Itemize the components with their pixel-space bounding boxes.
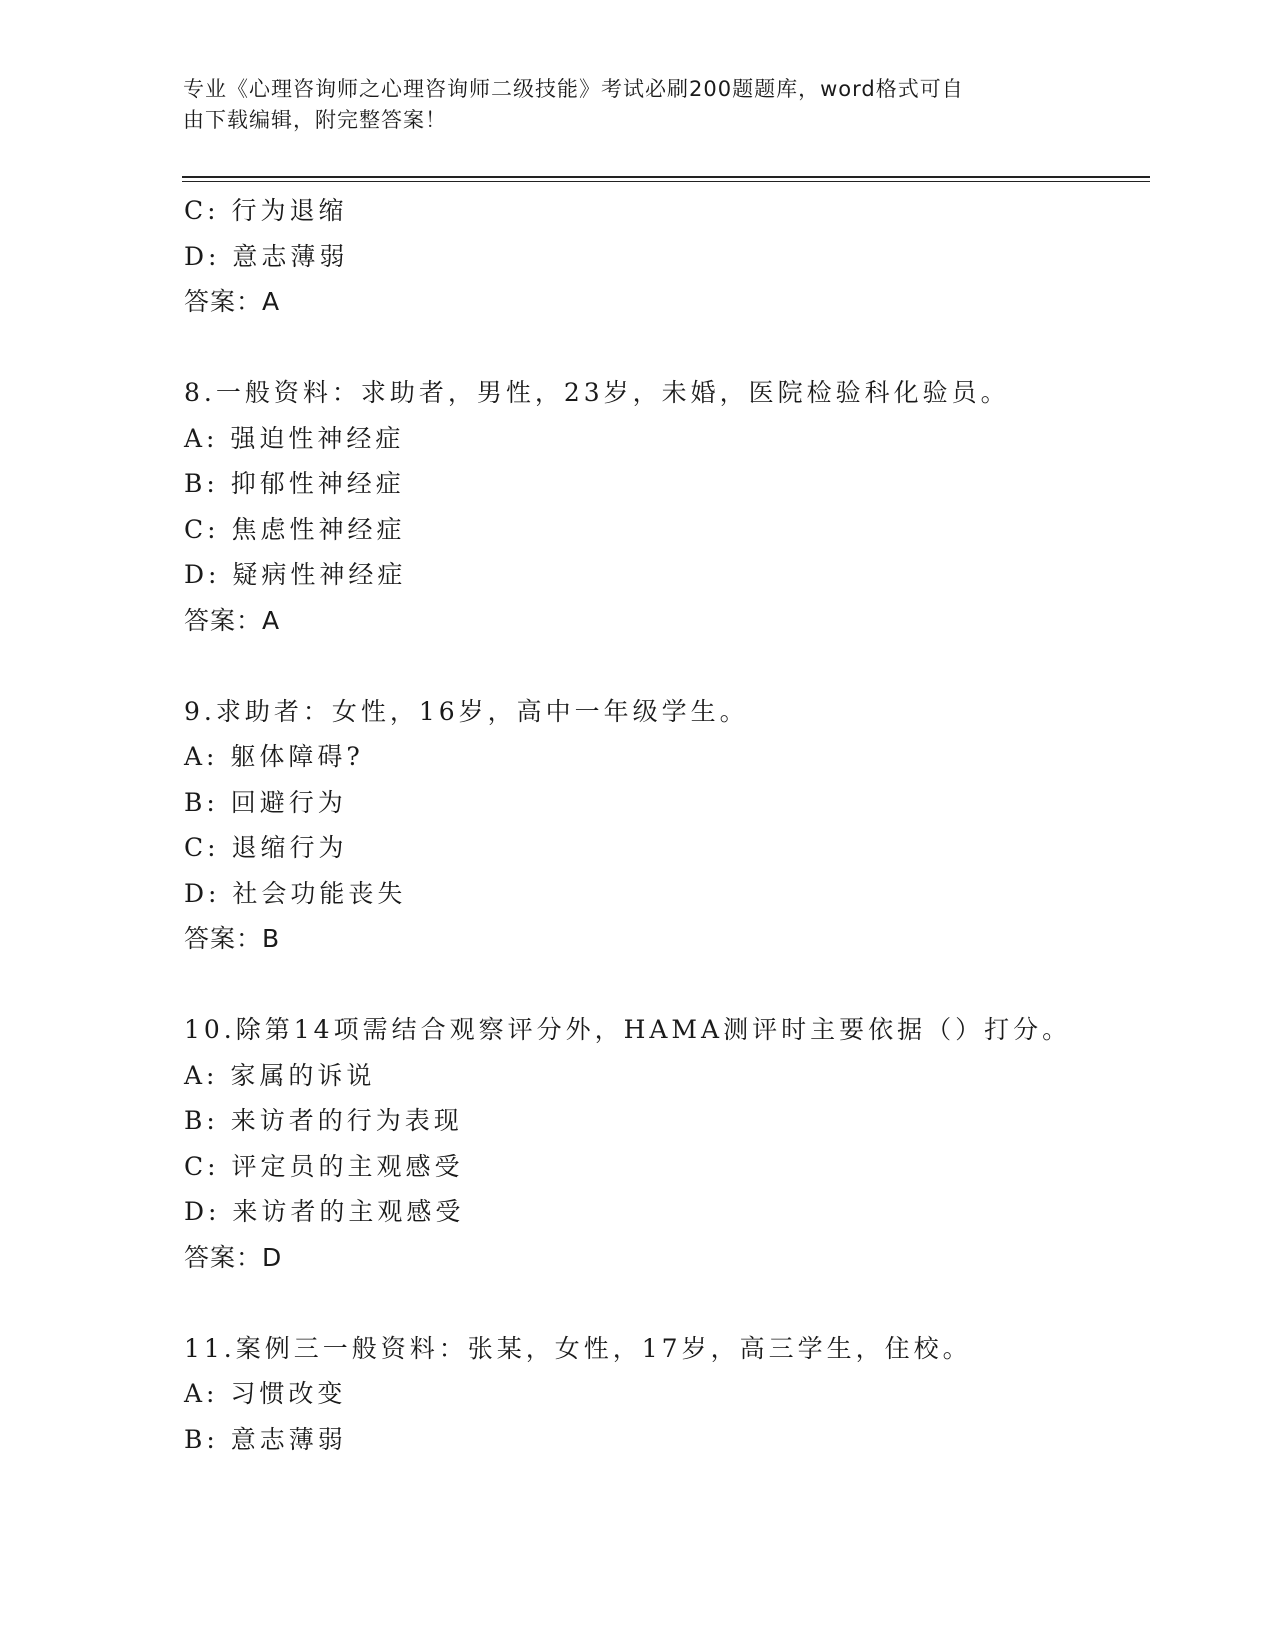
spacer <box>184 643 1184 689</box>
question-stem: 11.案例三一般资料：张某，女性，17岁，高三学生，住校。 <box>184 1333 972 1363</box>
carry-over-block <box>184 188 1184 325</box>
answer: 答案：A <box>184 287 281 316</box>
option-a: A: 家属的诉说 <box>184 1060 376 1090</box>
option-b: B: 来访者的行为表现 <box>184 1106 463 1135</box>
question-10 <box>184 1007 1184 1280</box>
option-d: D: 社会功能丧失 <box>184 878 407 908</box>
question-11 <box>184 1326 1184 1463</box>
question-stem: 8.一般资料：求助者，男性，23岁，未婚，医院检验科化验员。 <box>184 378 1010 407</box>
option-c: C: 焦虑性神经症 <box>184 514 406 544</box>
option-c: C: 退缩行为 <box>184 833 348 862</box>
option-d: D: 意志薄弱 <box>184 241 349 271</box>
option-d: D: 来访者的主观感受 <box>184 1197 465 1226</box>
header-line-2: 由下载编辑，附完整答案！ <box>183 108 447 132</box>
question-list <box>184 188 1184 1462</box>
option-c: C: 评定员的主观感受 <box>184 1151 464 1181</box>
option-d: D: 疑病性神经症 <box>184 560 407 589</box>
spacer <box>184 1280 1184 1326</box>
header-divider-thin <box>182 181 1150 182</box>
spacer <box>184 962 1184 1008</box>
document-header <box>183 74 1063 136</box>
header-line-1: 专业《心理咨询师之心理咨询师二级技能》考试必刷200题题库，word格式可自 <box>183 77 964 101</box>
option-b: B: 意志薄弱 <box>184 1424 347 1454</box>
option-a: A: 习惯改变 <box>184 1379 347 1408</box>
answer: 答案：B <box>184 924 281 953</box>
option-a: A: 躯体障碍? <box>184 742 364 771</box>
answer: 答案：A <box>184 605 281 635</box>
option-b: B: 抑郁性神经症 <box>184 469 405 498</box>
spacer <box>184 325 1184 371</box>
option-a: A: 强迫性神经症 <box>184 423 405 453</box>
question-9 <box>184 689 1184 962</box>
header-divider-thick <box>182 176 1150 178</box>
question-8 <box>184 370 1184 643</box>
answer: 答案：D <box>184 1242 283 1272</box>
option-c: C: 行为退缩 <box>184 196 348 225</box>
option-b: B: 回避行为 <box>184 787 347 817</box>
question-stem: 10.除第14项需结合观察评分外，HAMA测评时主要依据（）打分。 <box>184 1015 1072 1044</box>
question-stem: 9.求助者：女性，16岁，高中一年级学生。 <box>184 696 749 726</box>
